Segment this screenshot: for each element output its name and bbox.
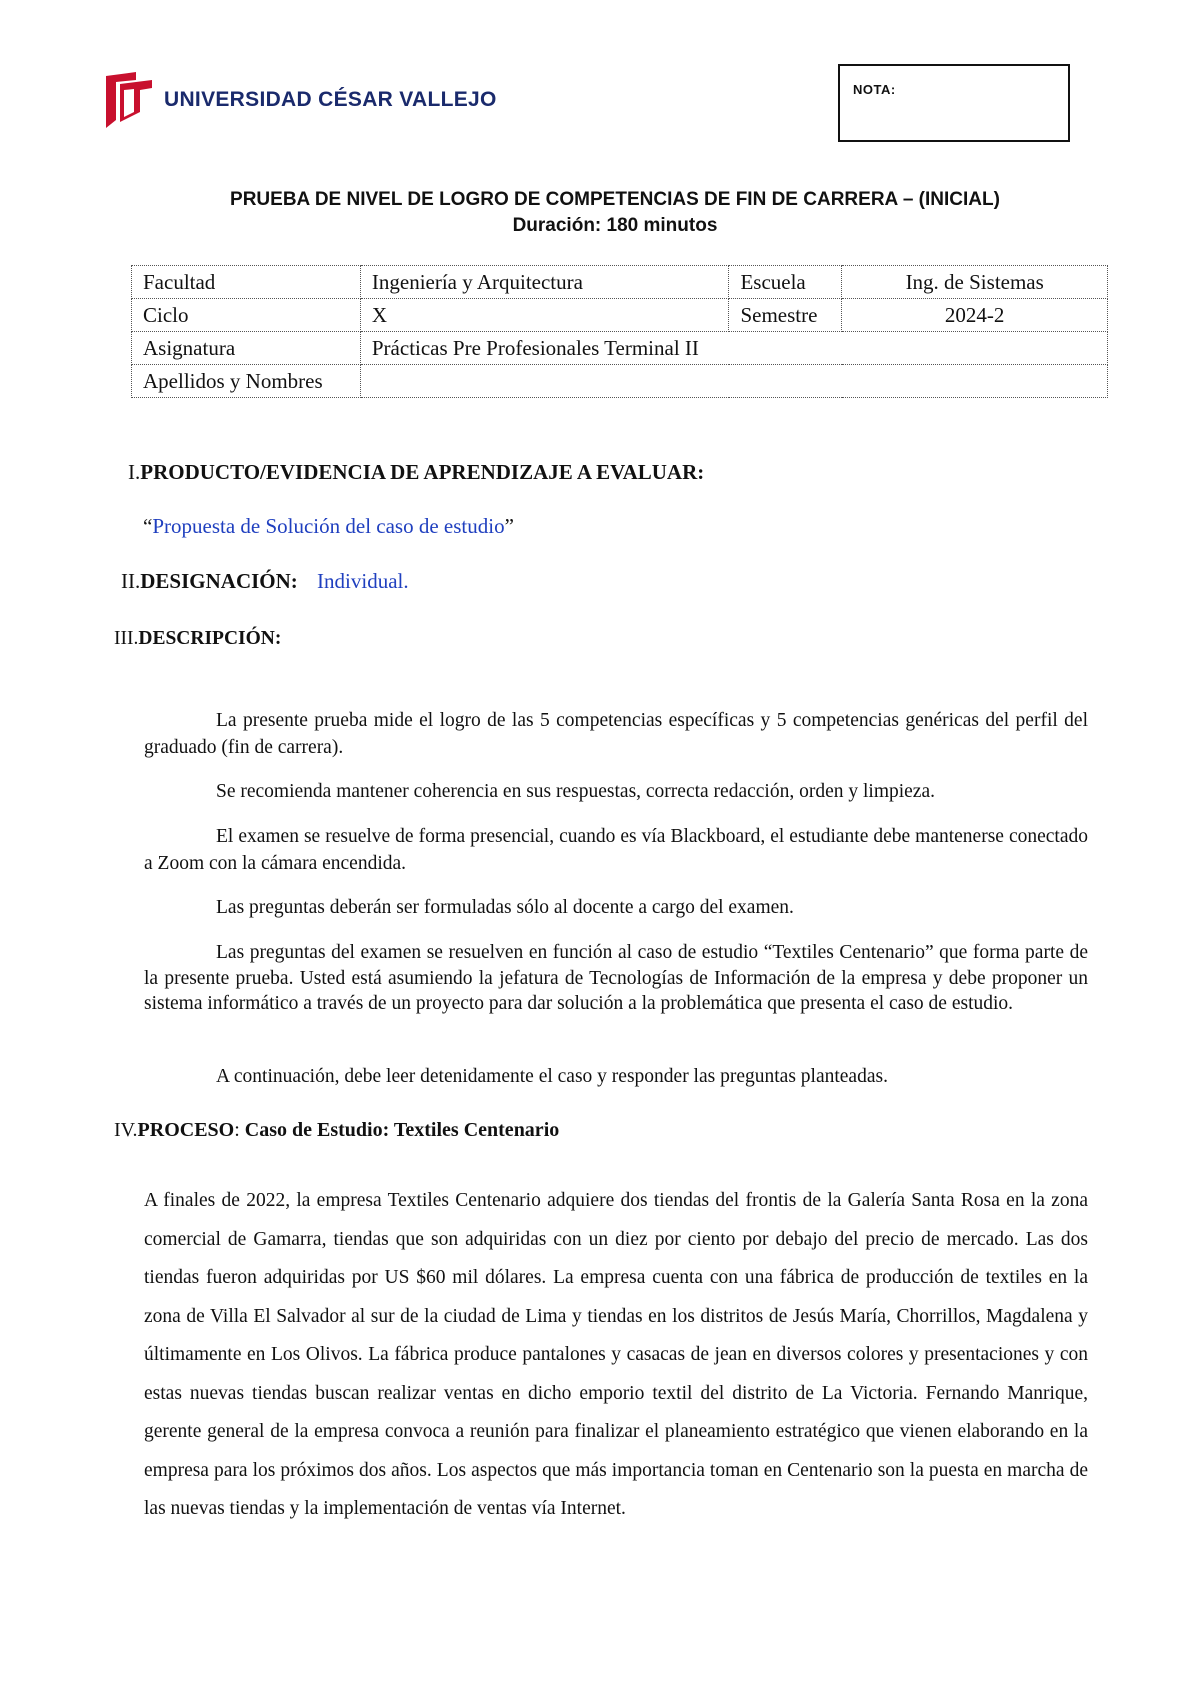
- exam-duration: Duración: 180 minutos: [512, 215, 718, 236]
- description-paragraph: Las preguntas del examen se resuelven en función al caso de estudio “Textiles Centenario” que forma parte de la presente prueba. Usted está asumiendo la jefatura de Tecnologías de Información de la empresa y debe proponer un sistema informático a través de un proyecto para dar solución a la problemática que presenta el caso de estudio.: [144, 942, 1088, 1014]
- section-1-value: [143, 514, 514, 539]
- description-paragraph: La presente prueba mide el logro de las 5 competencias específicas y 5 competencias genéricas del perfil del graduado (fin de carrera).: [144, 710, 1088, 758]
- close-quote: ”: [504, 514, 514, 538]
- grade-label: NOTA:: [853, 82, 896, 97]
- description-paragraph: El examen se resuelve de forma presencial, cuando es vía Blackboard, el estudiante debe mantenerse conectado a Zoom con la cámara encendida.: [144, 826, 1088, 874]
- case-study-text: A finales de 2022, la empresa Textiles Centenario adquiere dos tiendas del frontis de la Galería Santa Rosa en la zona comercial de Gamarra, tiendas que son adquiridas con un diez por ciento por debajo del precio de mercado. Las dos tiendas fueron adquiridas por US $60 mil dólares. La empresa cuenta con una fábrica de producción de textiles en la zona de Villa El Salvador al sur de la ciudad de Lima y tiendas en los distritos de Jesús María, Chorrillos, Magdalena y últimamente en Los Olivos. La fábrica produce pantalones y casacas de jean en diversos colores y presentaciones y con estas nuevas tiendas buscan realizar ventas en dicho emporio textil del distrito de La Victoria. Fernando Manrique, gerente general de la empresa convoca a reunión para finalizar el planeamiento estratégico que vienen elaborando en la empresa para los próximos dos años. Los aspectos que más importancia toman en Centenario son la puesta en marcha de las nuevas tiendas y la implementación de ventas vía Internet.: [144, 1190, 1088, 1519]
- section-3-heading: [114, 628, 281, 650]
- ciclo-value: X: [360, 299, 729, 332]
- table-row: [132, 266, 1108, 299]
- designation-value: Individual.: [317, 569, 409, 593]
- section-4-colon: :: [234, 1119, 240, 1141]
- escuela-value: Ing. de Sistemas: [842, 266, 1108, 299]
- asignatura-label: Asignatura: [132, 332, 361, 365]
- table-row: [132, 365, 1108, 398]
- facultad-label: Facultad: [132, 266, 361, 299]
- section-3-number: III.: [114, 628, 139, 649]
- asignatura-value: Prácticas Pre Profesionales Terminal II: [360, 332, 1107, 365]
- exam-title: PRUEBA DE NIVEL DE LOGRO DE COMPETENCIAS DE FIN DE CARRERA – (INICIAL): [230, 189, 1000, 210]
- section-1-title: PRODUCTO/EVIDENCIA DE APRENDIZAJE A EVALUAR:: [140, 460, 705, 484]
- table-row: [132, 332, 1108, 365]
- nombres-label: Apellidos y Nombres: [132, 365, 361, 398]
- description-paragraph: Las preguntas deberán ser formuladas sólo al docente a cargo del examen.: [216, 897, 794, 918]
- info-table: [131, 265, 1108, 398]
- case-study-title: Caso de Estudio: Textiles Centenario: [244, 1119, 560, 1141]
- grade-box[interactable]: [838, 64, 1070, 142]
- section-3-title: DESCRIPCIÓN:: [138, 628, 282, 649]
- section-4-title: PROCESO: [137, 1119, 235, 1141]
- section-4-heading: [114, 1119, 559, 1142]
- university-logo: [106, 72, 497, 128]
- section-2-heading: [121, 569, 409, 594]
- description-paragraph: A continuación, debe leer detenidamente el caso y responder las preguntas planteadas.: [216, 1066, 888, 1087]
- facultad-value: Ingeniería y Arquitectura: [360, 266, 729, 299]
- section-4-number: IV.: [114, 1119, 138, 1141]
- semestre-value: 2024-2: [842, 299, 1108, 332]
- section-1-heading: [128, 460, 704, 485]
- description-paragraph: Se recomienda mantener coherencia en sus respuestas, correcta redacción, orden y limpieza.: [216, 781, 935, 802]
- ucv-emblem-icon: [106, 72, 152, 128]
- ciclo-label: Ciclo: [132, 299, 361, 332]
- section-1-number: I.: [128, 460, 141, 484]
- section-2-number: II.: [121, 569, 141, 593]
- university-name: UNIVERSIDAD CÉSAR VALLEJO: [164, 88, 497, 111]
- product-name: Propuesta de Solución del caso de estudio: [152, 514, 505, 538]
- section-2-title: DESIGNACIÓN:: [140, 569, 298, 593]
- open-quote: “: [143, 514, 153, 538]
- semestre-label: Semestre: [729, 299, 842, 332]
- nombres-field[interactable]: [360, 365, 1107, 398]
- escuela-label: Escuela: [729, 266, 842, 299]
- table-row: [132, 299, 1108, 332]
